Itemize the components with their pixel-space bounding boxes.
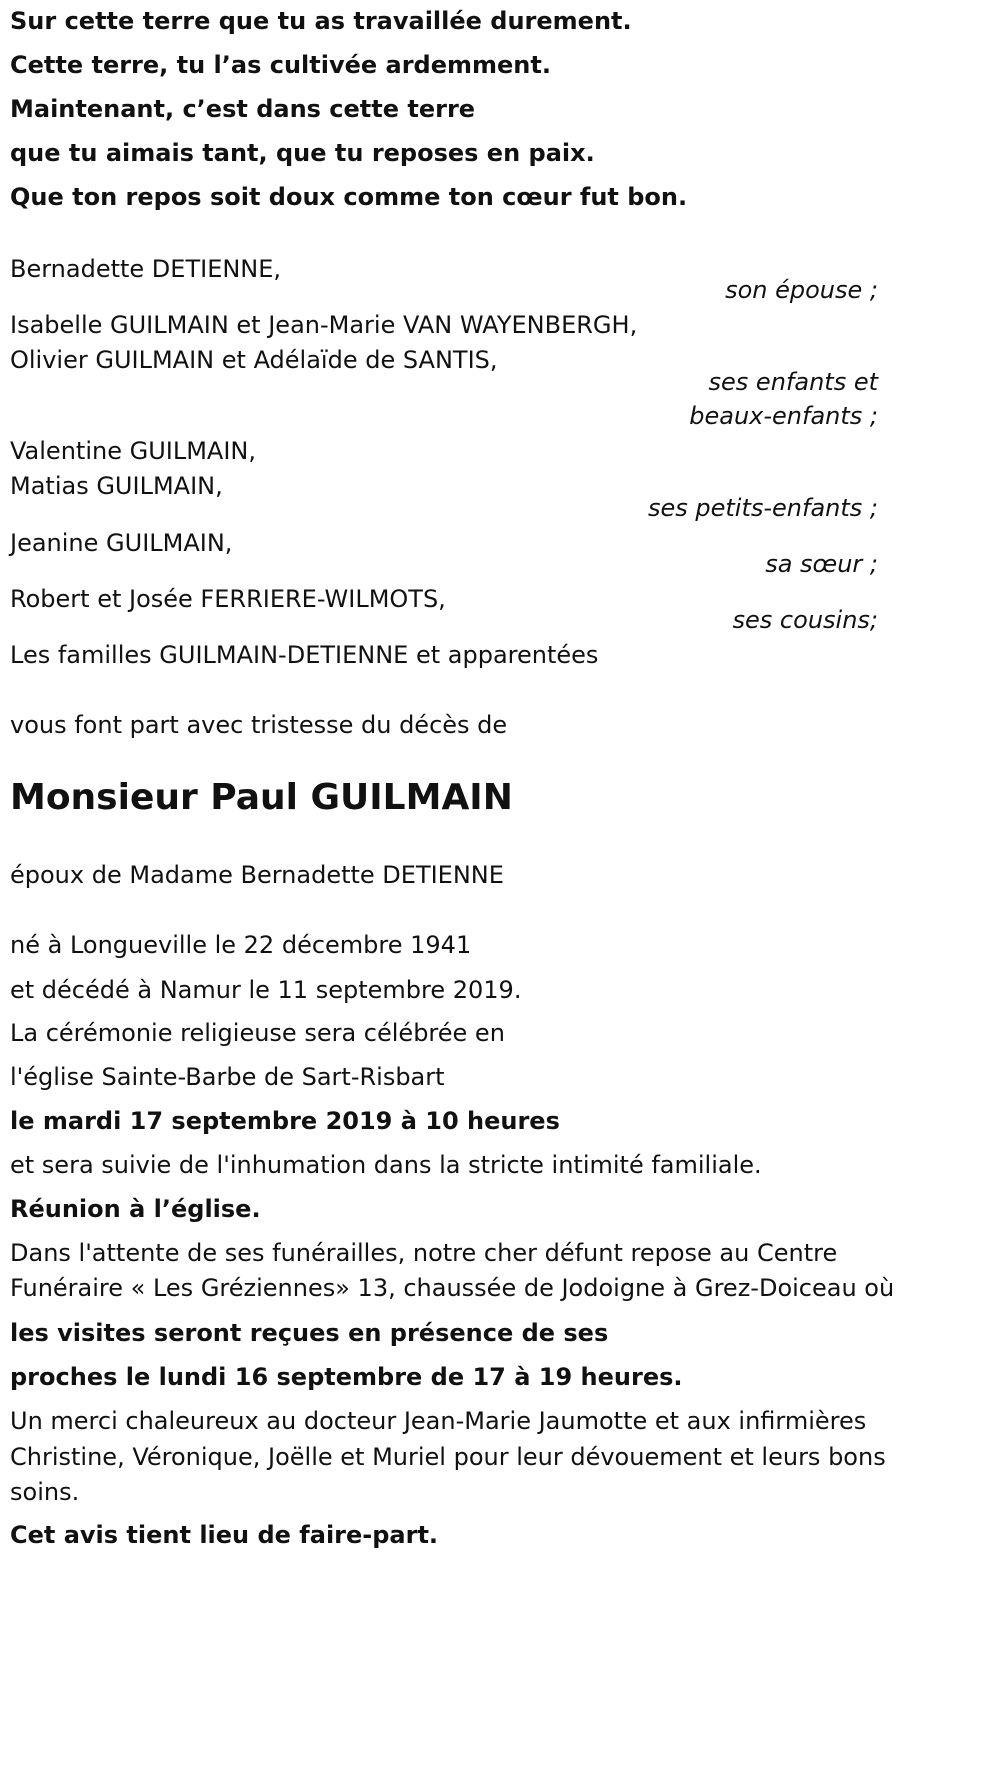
family-children-role-2: beaux-enfants ;: [689, 402, 878, 430]
family-child-1: Isabelle GUILMAIN et Jean-Marie VAN WAYENBERGH,: [10, 311, 638, 339]
visits-line-2: proches le lundi 16 septembre de 17 à 19 heures.: [10, 1363, 683, 1391]
deceased-name: Monsieur Paul GUILMAIN: [10, 777, 513, 818]
family-sister: Jeanine GUILMAIN,: [10, 529, 233, 557]
family-grandchild-1: Valentine GUILMAIN,: [10, 437, 256, 465]
poem-line-2: Cette terre, tu l’as cultivée ardemment.: [10, 51, 551, 79]
birth-line: né à Longueville le 22 décembre 1941: [10, 931, 472, 959]
family-cousins-role: ses cousins;: [732, 606, 878, 634]
family-grandchild-2: Matias GUILMAIN,: [10, 472, 223, 500]
spouse-line: époux de Madame Bernadette DETIENNE: [10, 861, 504, 889]
ceremony-date: le mardi 17 septembre 2019 à 10 heures: [10, 1107, 560, 1135]
family-families: Les familles GUILMAIN-DETIENNE et apparentées: [10, 641, 599, 669]
poem-line-3: Maintenant, c’est dans cette terre: [10, 95, 476, 123]
poem-line-1: Sur cette terre que tu as travaillée durement.: [10, 7, 632, 35]
family-child-2: Olivier GUILMAIN et Adélaïde de SANTIS,: [10, 346, 498, 374]
visits-line-1: les visites seront reçues en présence de ses: [10, 1319, 609, 1347]
poem-line-4: que tu aimais tant, que tu reposes en paix.: [10, 139, 595, 167]
family-children-role-1: ses enfants et: [708, 368, 878, 396]
family-sister-role: sa sœur ;: [765, 550, 878, 578]
thanks-line-3: soins.: [10, 1478, 80, 1506]
thanks-line-2: Christine, Véronique, Joëlle et Muriel pour leur dévouement et leurs bons: [10, 1443, 886, 1471]
family-cousins: Robert et Josée FERRIERE-WILMOTS,: [10, 585, 446, 613]
poem-line-5: Que ton repos soit doux comme ton cœur fut bon.: [10, 183, 688, 211]
rest-line-2: Funéraire « Les Gréziennes» 13, chaussée de Jodoigne à Grez-Doiceau où: [10, 1274, 895, 1302]
ceremony-line-2: l'église Sainte-Barbe de Sart-Risbart: [10, 1063, 445, 1091]
announcement-text: vous font part avec tristesse du décès de: [10, 711, 508, 739]
rest-line-1: Dans l'attente de ses funérailles, notre cher défunt repose au Centre: [10, 1239, 838, 1267]
family-wife-role: son épouse ;: [725, 276, 878, 304]
notice-line: Cet avis tient lieu de faire-part.: [10, 1521, 439, 1549]
ceremony-line-1: La cérémonie religieuse sera célébrée en: [10, 1019, 505, 1047]
thanks-line-1: Un merci chaleureux au docteur Jean-Marie Jaumotte et aux infirmières: [10, 1407, 867, 1435]
family-wife: Bernadette DETIENNE,: [10, 255, 282, 283]
meeting-line: Réunion à l’église.: [10, 1195, 261, 1223]
family-grandchildren-role: ses petits-enfants ;: [647, 494, 878, 522]
death-line: et décédé à Namur le 11 septembre 2019.: [10, 976, 522, 1004]
burial-line: et sera suivie de l'inhumation dans la stricte intimité familiale.: [10, 1151, 762, 1179]
